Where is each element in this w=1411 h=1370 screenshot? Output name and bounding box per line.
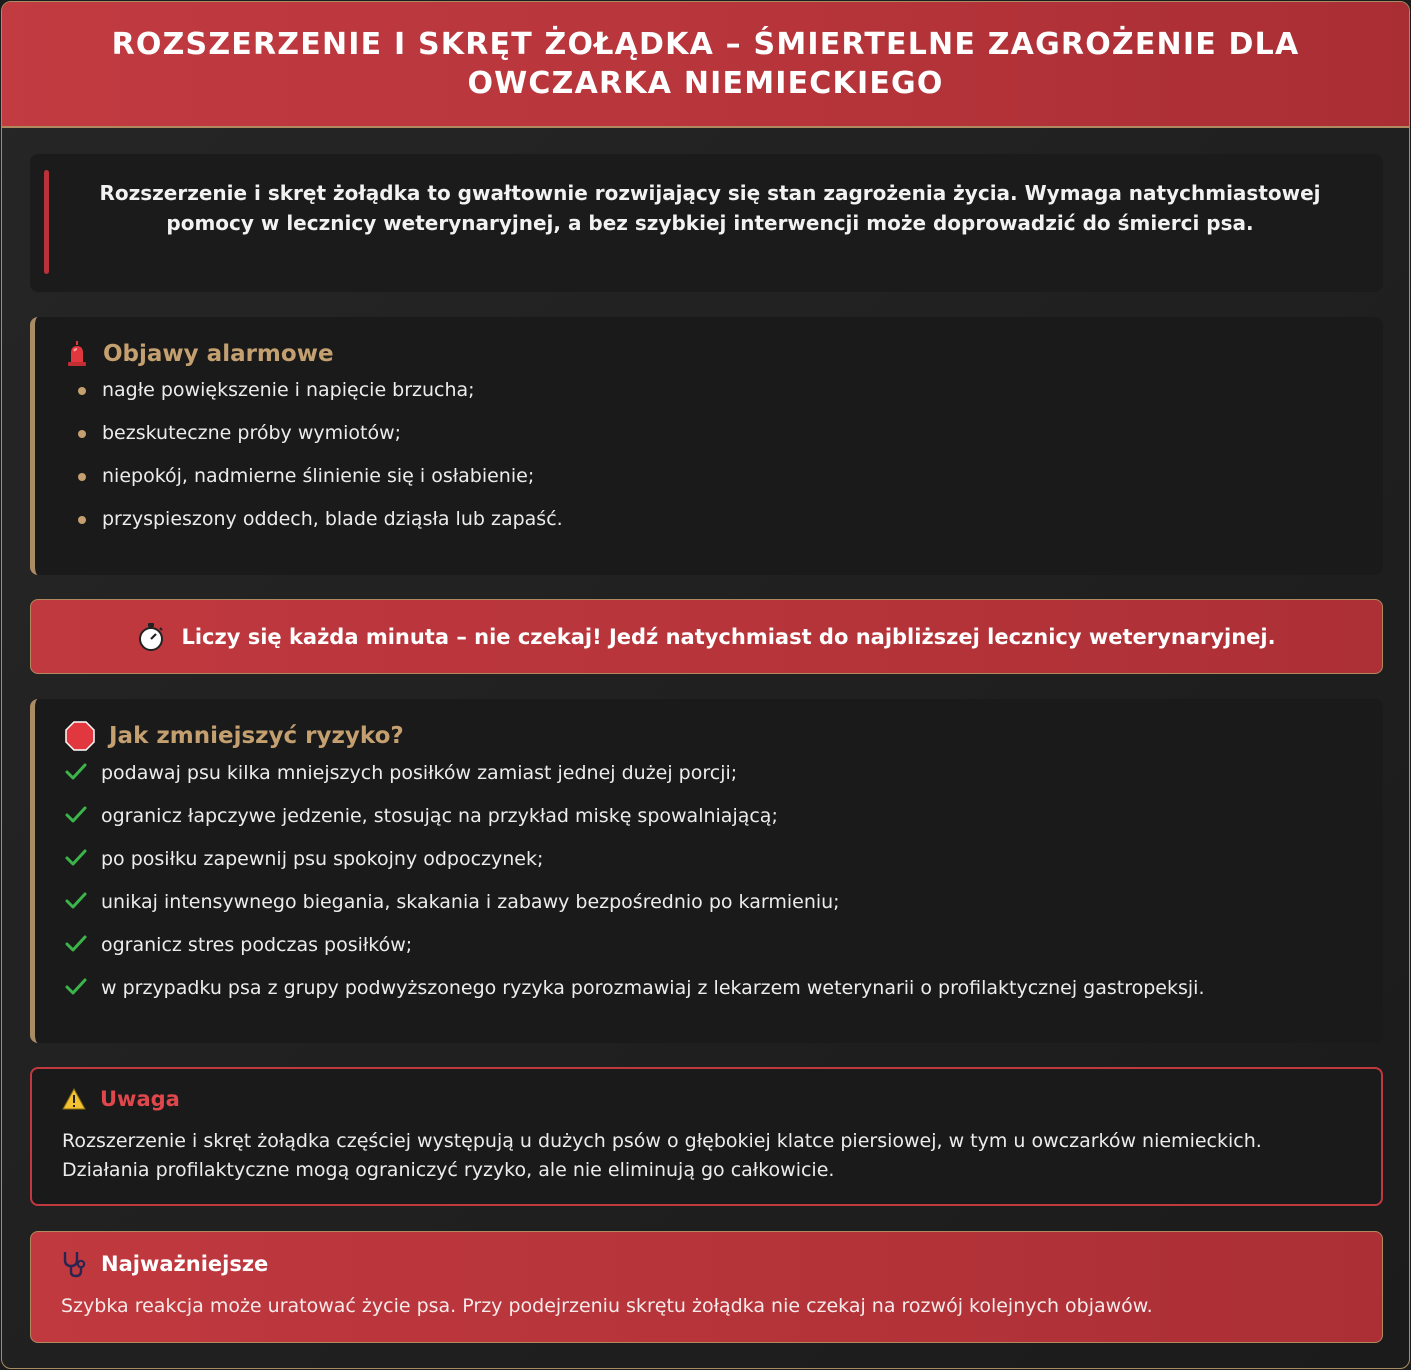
symptoms-card <box>30 317 1383 575</box>
risk-text: ogranicz łapczywe jedzenie, stosując na przykład miskę spowalniającą; <box>101 805 778 827</box>
check-icon <box>65 934 87 954</box>
check-icon <box>65 805 87 825</box>
symptoms-title: Objawy alarmowe <box>103 341 334 367</box>
symptom-text: przyspieszony oddech, blade dziąsła lub zapaść. <box>102 508 563 530</box>
warning-icon <box>62 1088 86 1110</box>
risk-text: w przypadku psa z grupy podwyższonego ryzyka porozmawiaj z lekarzem weterynarii o profilaktycznej gastropeksji. <box>101 977 1205 999</box>
warning-box <box>30 1067 1383 1206</box>
infographic-frame <box>1 1 1410 1369</box>
key-takeaway-box <box>30 1231 1383 1343</box>
key-title: Najważniejsze <box>101 1252 269 1276</box>
bullet-dot <box>78 516 86 524</box>
symptom-text: nagłe powiększenie i napięcie brzucha; <box>102 379 475 401</box>
bullet-dot <box>78 387 86 395</box>
list-item <box>65 375 563 418</box>
warning-heading <box>62 1087 180 1111</box>
symptoms-heading <box>65 339 334 369</box>
symptom-text: bezskuteczne próby wymiotów; <box>102 422 402 444</box>
check-icon <box>65 891 87 911</box>
intro-box <box>30 154 1383 292</box>
page-title: ROZSZERZENIE I SKRĘT ŻOŁĄDKA – ŚMIERTELNE ZAGROŻENIE DLA OWCZARKA NIEMIECKIEGO <box>111 27 1300 101</box>
list-item <box>65 930 1204 973</box>
risk-heading <box>65 721 404 751</box>
list-item <box>65 504 563 547</box>
check-icon <box>65 977 87 997</box>
list-item <box>65 844 1204 887</box>
stethoscope-icon <box>61 1250 87 1278</box>
list-item <box>65 887 1204 930</box>
warning-text: Rozszerzenie i skręt żołądka częściej występują u dużych psów o głębokiej klatce piersiowej, w tym u owczarków niemieckich. Działania profilaktyczne mogą ograniczyć ryzyko, ale nie eliminują go całkowicie. <box>62 1130 1262 1181</box>
urgent-text: Liczy się każda minuta – nie czekaj! Jedź natychmiast do najbliższej lecznicy weterynaryjnej. <box>181 624 1276 649</box>
list-item <box>65 461 563 504</box>
list-item <box>65 758 1204 801</box>
check-icon <box>65 762 87 782</box>
list-item <box>65 973 1204 1016</box>
risk-title: Jak zmniejszyć ryzyko? <box>109 723 404 749</box>
stop-sign-icon <box>65 721 95 751</box>
header-banner <box>2 2 1409 128</box>
bullet-dot <box>78 430 86 438</box>
stopwatch-icon <box>137 622 165 652</box>
risk-text: podawaj psu kilka mniejszych posiłków zamiast jednej dużej porcji; <box>101 762 738 784</box>
symptom-text: niepokój, nadmierne ślinienie się i osłabienie; <box>102 465 535 487</box>
list-item <box>65 418 563 461</box>
check-icon <box>65 848 87 868</box>
risk-text: unikaj intensywnego biegania, skakania i zabawy bezpośrednio po karmieniu; <box>101 891 840 913</box>
risk-list <box>65 758 1204 1016</box>
risk-text: po posiłku zapewnij psu spokojny odpoczynek; <box>101 848 544 870</box>
list-item <box>65 801 1204 844</box>
bullet-dot <box>78 473 86 481</box>
intro-accent-bar <box>44 170 49 274</box>
key-text: Szybka reakcja może uratować życie psa. Przy podejrzeniu skrętu żołądka nie czekaj na rozwój kolejnych objawów. <box>61 1295 1153 1317</box>
intro-text: Rozszerzenie i skręt żołądka to gwałtownie rozwijający się stan zagrożenia życia. Wymaga natychmiastowej pomocy w lecznicy weterynaryjnej, a bez szybkiej interwencji może doprowadzić do śmierci psa. <box>99 181 1321 235</box>
risk-text: ogranicz stres podczas posiłków; <box>101 934 413 956</box>
risk-card <box>30 699 1383 1043</box>
urgent-banner <box>30 599 1383 674</box>
key-heading <box>61 1250 268 1278</box>
siren-icon <box>65 341 89 367</box>
symptoms-list <box>65 375 563 547</box>
warning-title: Uwaga <box>100 1087 180 1111</box>
